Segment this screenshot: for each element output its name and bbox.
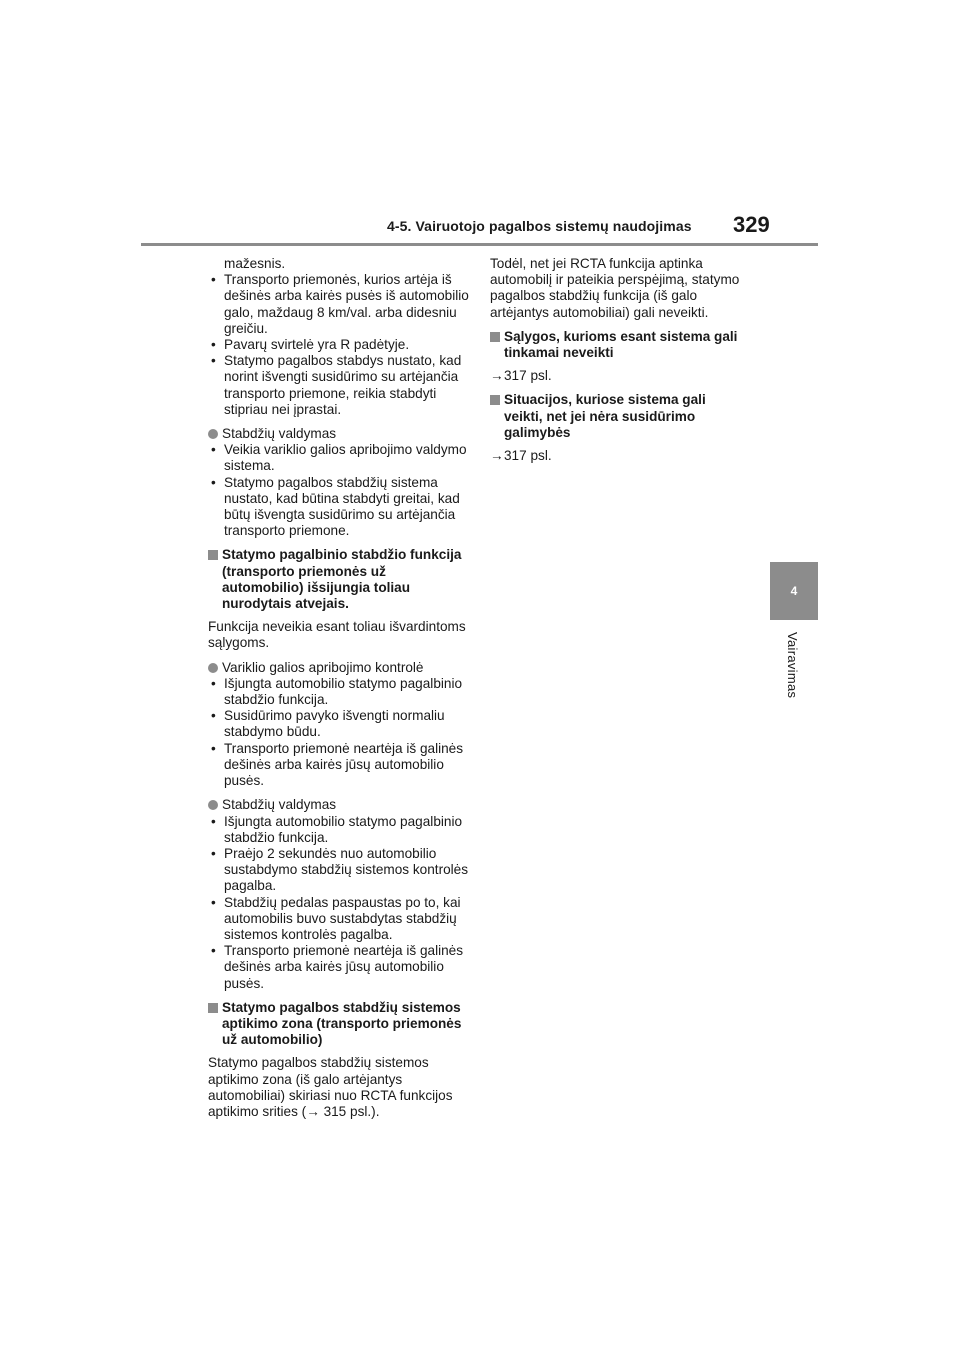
bullet-dot: • (211, 943, 216, 959)
bullet-dot: • (211, 813, 216, 829)
bullet-dot: • (211, 353, 216, 369)
list-group (208, 426, 470, 539)
list-item (208, 353, 470, 418)
section-title: 4-5. Vairuotojo pagalbos sistemų naudojimas (387, 218, 692, 234)
list-item-text: Pavarų svirtelė yra R padėtyje. (224, 337, 410, 353)
list-item-text: Statymo pagalbos stabdžių sistema nustato, kad būtina stabdyti greitai, kad būtų išvengta susidūrimo su artėjančia transporto priemone. (224, 474, 460, 539)
header-divider (141, 243, 818, 246)
circle-bullet-text: Variklio galios apribojimo kontrolė (222, 659, 424, 675)
filled-square-icon (490, 332, 500, 342)
paragraph: Statymo pagalbos stabdžių sistemos aptikimo zona (iš galo artėjantys automobiliai) skiriasi nuo RCTA funkcijos aptikimo srities (→ 315 psl.). (208, 1055, 453, 1119)
filled-square-icon (208, 550, 218, 560)
list-item-text: Veikia variklio galios apribojimo valdymo sistema. (224, 442, 467, 474)
list-item (208, 442, 470, 474)
circle-bullet-title (208, 660, 470, 676)
list-item (208, 741, 470, 790)
list-group (208, 660, 470, 790)
right-column (490, 256, 745, 472)
subsection-heading (208, 1000, 470, 1049)
circle-bullet-text: Stabdžių valdymas (222, 426, 337, 442)
list-item (208, 846, 470, 895)
subsection-heading (208, 547, 470, 612)
list-item (208, 708, 470, 740)
page-number: 329 (733, 212, 770, 237)
filled-circle-icon (208, 663, 218, 673)
chapter-tab (770, 562, 818, 620)
page-reference-text[interactable]: 317 psl. (504, 368, 552, 384)
subsection-heading (490, 329, 745, 361)
list-item (208, 337, 470, 353)
list-item (208, 814, 470, 846)
list-item-text: Transporto priemonės, kurios artėja iš dešinės arba kairės pusės iš automobilio galo, maždaug 8 km/val. arba didesniu greičiu. (224, 272, 469, 336)
arrow-right-icon: → (490, 448, 504, 464)
subsection-heading-text: Sąlygos, kurioms esant sistema gali tinkamai neveikti (504, 328, 738, 361)
bullet-dot: • (211, 894, 216, 910)
bullet-dot: • (211, 272, 216, 288)
list-item-text: Transporto priemonė neartėja iš galinės dešinės arba kairės jūsų automobilio pusės. (224, 943, 464, 991)
filled-square-icon (208, 1003, 218, 1013)
bullet-dot: • (211, 337, 216, 353)
list-item-text: Transporto priemonė neartėja iš galinės dešinės arba kairės jūsų automobilio pusės. (224, 740, 464, 789)
left-column (208, 256, 470, 1128)
paragraph: Funkcija neveikia esant toliau išvardintoms sąlygoms. (208, 619, 466, 651)
paragraph: Todėl, net jei RCTA funkcija aptinka automobilį ir pateikia perspėjimą, statymo pagalbos stabdžių funkcija (iš galo artėjantys automobiliai) gali neveikti. (490, 256, 740, 320)
list-item-text: Stabdžių pedalas paspaustas po to, kai automobilis buvo sustabdytas stabdžių sistemos kontrolės pagalba. (224, 894, 461, 942)
list-item-text: Išjungta automobilio statymo pagalbinio stabdžio funkcija. (224, 813, 463, 845)
filled-circle-icon (208, 800, 218, 810)
subsection-heading-text: Statymo pagalbos stabdžių sistemos aptikimo zona (transporto priemonės už automobilio) (222, 999, 462, 1048)
subsection-heading-text: Statymo pagalbinio stabdžio funkcija (transporto priemonės už automobilio) išsijungia toliau nurodytais atvejais. (222, 547, 462, 612)
bullet-dot: • (211, 845, 216, 861)
list-item-text: Statymo pagalbos stabdys nustato, kad norint išvengti susidūrimo su artėjančia transporto priemone, reikia stabdyti stipriau nei įprastai. (224, 353, 462, 417)
list-item-continuation: mažesnis. (224, 256, 286, 271)
list-group (208, 256, 470, 418)
list-item-text: Išjungta automobilio statymo pagalbinio stabdžio funkcija. (224, 675, 463, 708)
filled-circle-icon (208, 429, 218, 439)
subsection-heading-text: Situacijos, kuriose sistema gali veikti, net jei nėra susidūrimo galimybės (504, 392, 706, 440)
circle-bullet-title (208, 797, 470, 813)
bullet-dot: • (211, 442, 216, 458)
list-group (208, 797, 470, 991)
list-item (208, 272, 470, 337)
page-reference-text[interactable]: 317 psl. (504, 448, 552, 464)
page-reference[interactable] (490, 448, 745, 464)
chapter-label: Vairavimas (785, 632, 800, 699)
bullet-dot: • (211, 675, 216, 691)
page-reference[interactable] (490, 368, 745, 384)
list-item (208, 475, 470, 540)
arrow-right-icon: → (490, 368, 504, 384)
bullet-dot: • (211, 740, 216, 756)
list-item (208, 676, 470, 708)
chapter-number: 4 (790, 584, 798, 598)
list-item-text: Praėjo 2 sekundės nuo automobilio sustabdymo stabdžių sistemos kontrolės pagalba. (224, 845, 469, 894)
bullet-dot: • (211, 708, 216, 724)
bullet-dot: • (211, 474, 216, 490)
list-item (208, 895, 470, 944)
filled-square-icon (490, 395, 500, 405)
list-item (208, 943, 470, 992)
circle-bullet-text: Stabdžių valdymas (222, 797, 337, 813)
list-item-text: Susidūrimo pavyko išvengti normaliu stabdymo būdu. (224, 708, 445, 740)
subsection-heading (490, 392, 745, 441)
circle-bullet-title (208, 426, 470, 442)
